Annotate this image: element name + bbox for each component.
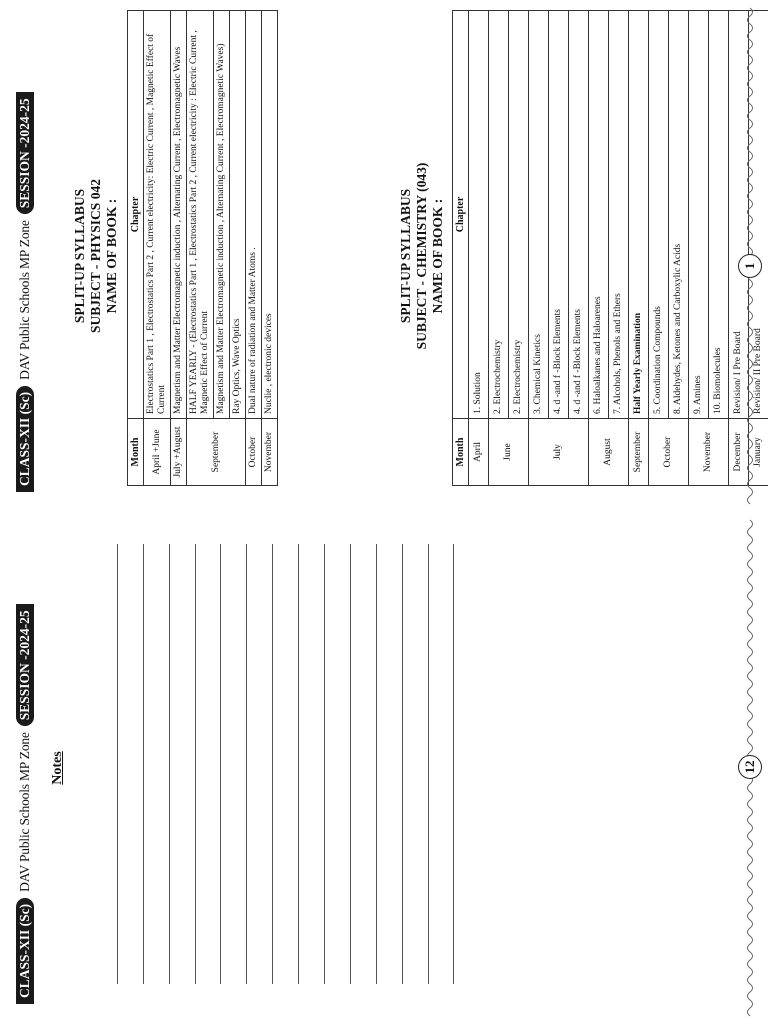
note-line [196,544,222,984]
chapter-cell: Nuclie , electronic devices [262,11,278,419]
chemistry-syllabus-table [452,10,768,486]
note-line [144,544,170,984]
month-cell: September [187,419,246,486]
page-header [16,604,34,1004]
page-header [16,92,34,492]
chapter-header: Chapter [453,11,469,419]
chapter-cell: 7. Alcohols, Phenols and Ethers [609,11,629,419]
table-row [629,11,649,486]
month-header: Month [453,419,469,486]
month-cell: June [489,419,529,486]
chapter-cell: Electrostatics Part 1 , Electrostatics Part 2 , Current electricity: Electric Current , Magnetic Effect of Current [144,11,171,419]
note-line [273,544,299,984]
month-cell: October [649,419,689,486]
title-line: NAME OF BOOK : [104,198,119,314]
chapter-cell: 10. Biomolecules [709,11,729,419]
chapter-cell: 3. Chemical Kinetics [529,11,549,419]
title-line: SPLIT-UP SYLLABUS [72,188,87,324]
month-cell: November [262,419,278,486]
note-line [377,544,403,984]
chapter-cell: 5. Coordination Compounds [649,11,669,419]
chapter-cell: Revision/ I Pre Board [729,11,749,419]
notes-heading [48,512,66,1024]
table-header-row [128,11,144,486]
month-cell: November [689,419,729,486]
month-cell: October [246,419,262,486]
title-line: NAME OF BOOK : [430,198,445,314]
table-row [509,11,529,486]
table-row [569,11,589,486]
chapter-header: Chapter [128,11,144,419]
note-line [221,544,247,984]
month-cell: January [749,419,768,486]
month-cell: April [469,419,489,486]
chapter-cell: Half Yearly Examination [629,11,649,419]
notes-heading-text: Notes [50,751,65,785]
chapter-cell: Magnetism and Matter Electromagnetic induction , Alternating Current , Electromagnetic Waves) [214,11,230,419]
month-cell: December [729,419,749,486]
chapter-cell: 9. Amines [689,11,709,419]
table-row [469,11,489,486]
table-row [246,11,262,486]
page-number: 12 [738,755,762,779]
note-line [118,544,144,984]
chapter-cell: 4. d -and f -Block Elements [549,11,569,419]
table-row [187,11,214,486]
table-row [230,11,246,486]
school-title: DAV Public Schools MP Zone [17,220,32,380]
chapter-cell: 2. Electrochemistry [509,11,529,419]
month-cell: September [629,419,649,486]
title-line: SUBJECT - PHYSICS 042 [88,179,103,333]
table-row [609,11,629,486]
notes-page [0,512,768,1024]
month-cell: April +June [144,419,171,486]
month-cell: July [529,419,589,486]
note-line [325,544,351,984]
chemistry-title [398,0,446,512]
chapter-cell: Magnetism and Matter Electromagnetic induction , Alternating Current , Electromagnetic Waves [171,11,187,419]
chapter-cell: Ray Optics, Wave Optics [230,11,246,419]
physics-title [72,0,120,512]
table-row [589,11,609,486]
session-tag: SESSION -2024-25 [16,92,34,214]
table-row [144,11,171,486]
chapter-cell: 2. Electrochemistry [489,11,509,419]
note-line [247,544,273,984]
table-row [171,11,187,486]
table-row [649,11,669,486]
month-cell: July +August [171,419,187,486]
notes-lines [92,544,454,984]
note-line [170,544,196,984]
chapter-cell: Revision/ II Pre Board [749,11,768,419]
class-tag: CLASS-XII (Sc) [16,386,34,492]
month-header: Month [128,419,144,486]
physics-syllabus-table [127,10,278,486]
page-number: 1 [738,254,762,278]
month-cell: August [589,419,629,486]
note-line [351,544,377,984]
chapter-cell: 4. d -and f -Block Elements [569,11,589,419]
table-row [549,11,569,486]
title-line: SPLIT-UP SYLLABUS [398,188,413,324]
note-line [403,544,429,984]
chapter-cell: 8. Aldehydes, Ketones and Carboxylic Acids [669,11,689,419]
chapter-cell: 1. Solution [469,11,489,419]
chapter-cell: 6. Haloalkanes and Haloarenes [589,11,609,419]
table-row [709,11,729,486]
page-footer [738,512,762,1024]
page-footer [738,0,762,512]
table-row [489,11,509,486]
table-row [214,11,230,486]
table-header-row [453,11,469,486]
table-row [689,11,709,486]
class-tag: CLASS-XII (Sc) [16,898,34,1004]
title-line: SUBJECT - CHEMISTRY (043) [414,162,429,350]
chapter-cell: HALF YEARLY - (Electrostatics Part 1 , Electrostatics Part 2 , Current electricity : Electric Current , Magnetic Effect of Current [187,11,214,419]
table-row [262,11,278,486]
table-row [529,11,549,486]
note-line [429,544,455,984]
note-line [92,544,118,984]
chapter-cell: Dual nature of radiation and Matter Atoms . [246,11,262,419]
table-row [669,11,689,486]
session-tag: SESSION -2024-25 [16,604,34,726]
note-line [299,544,325,984]
school-title: DAV Public Schools MP Zone [17,732,32,892]
